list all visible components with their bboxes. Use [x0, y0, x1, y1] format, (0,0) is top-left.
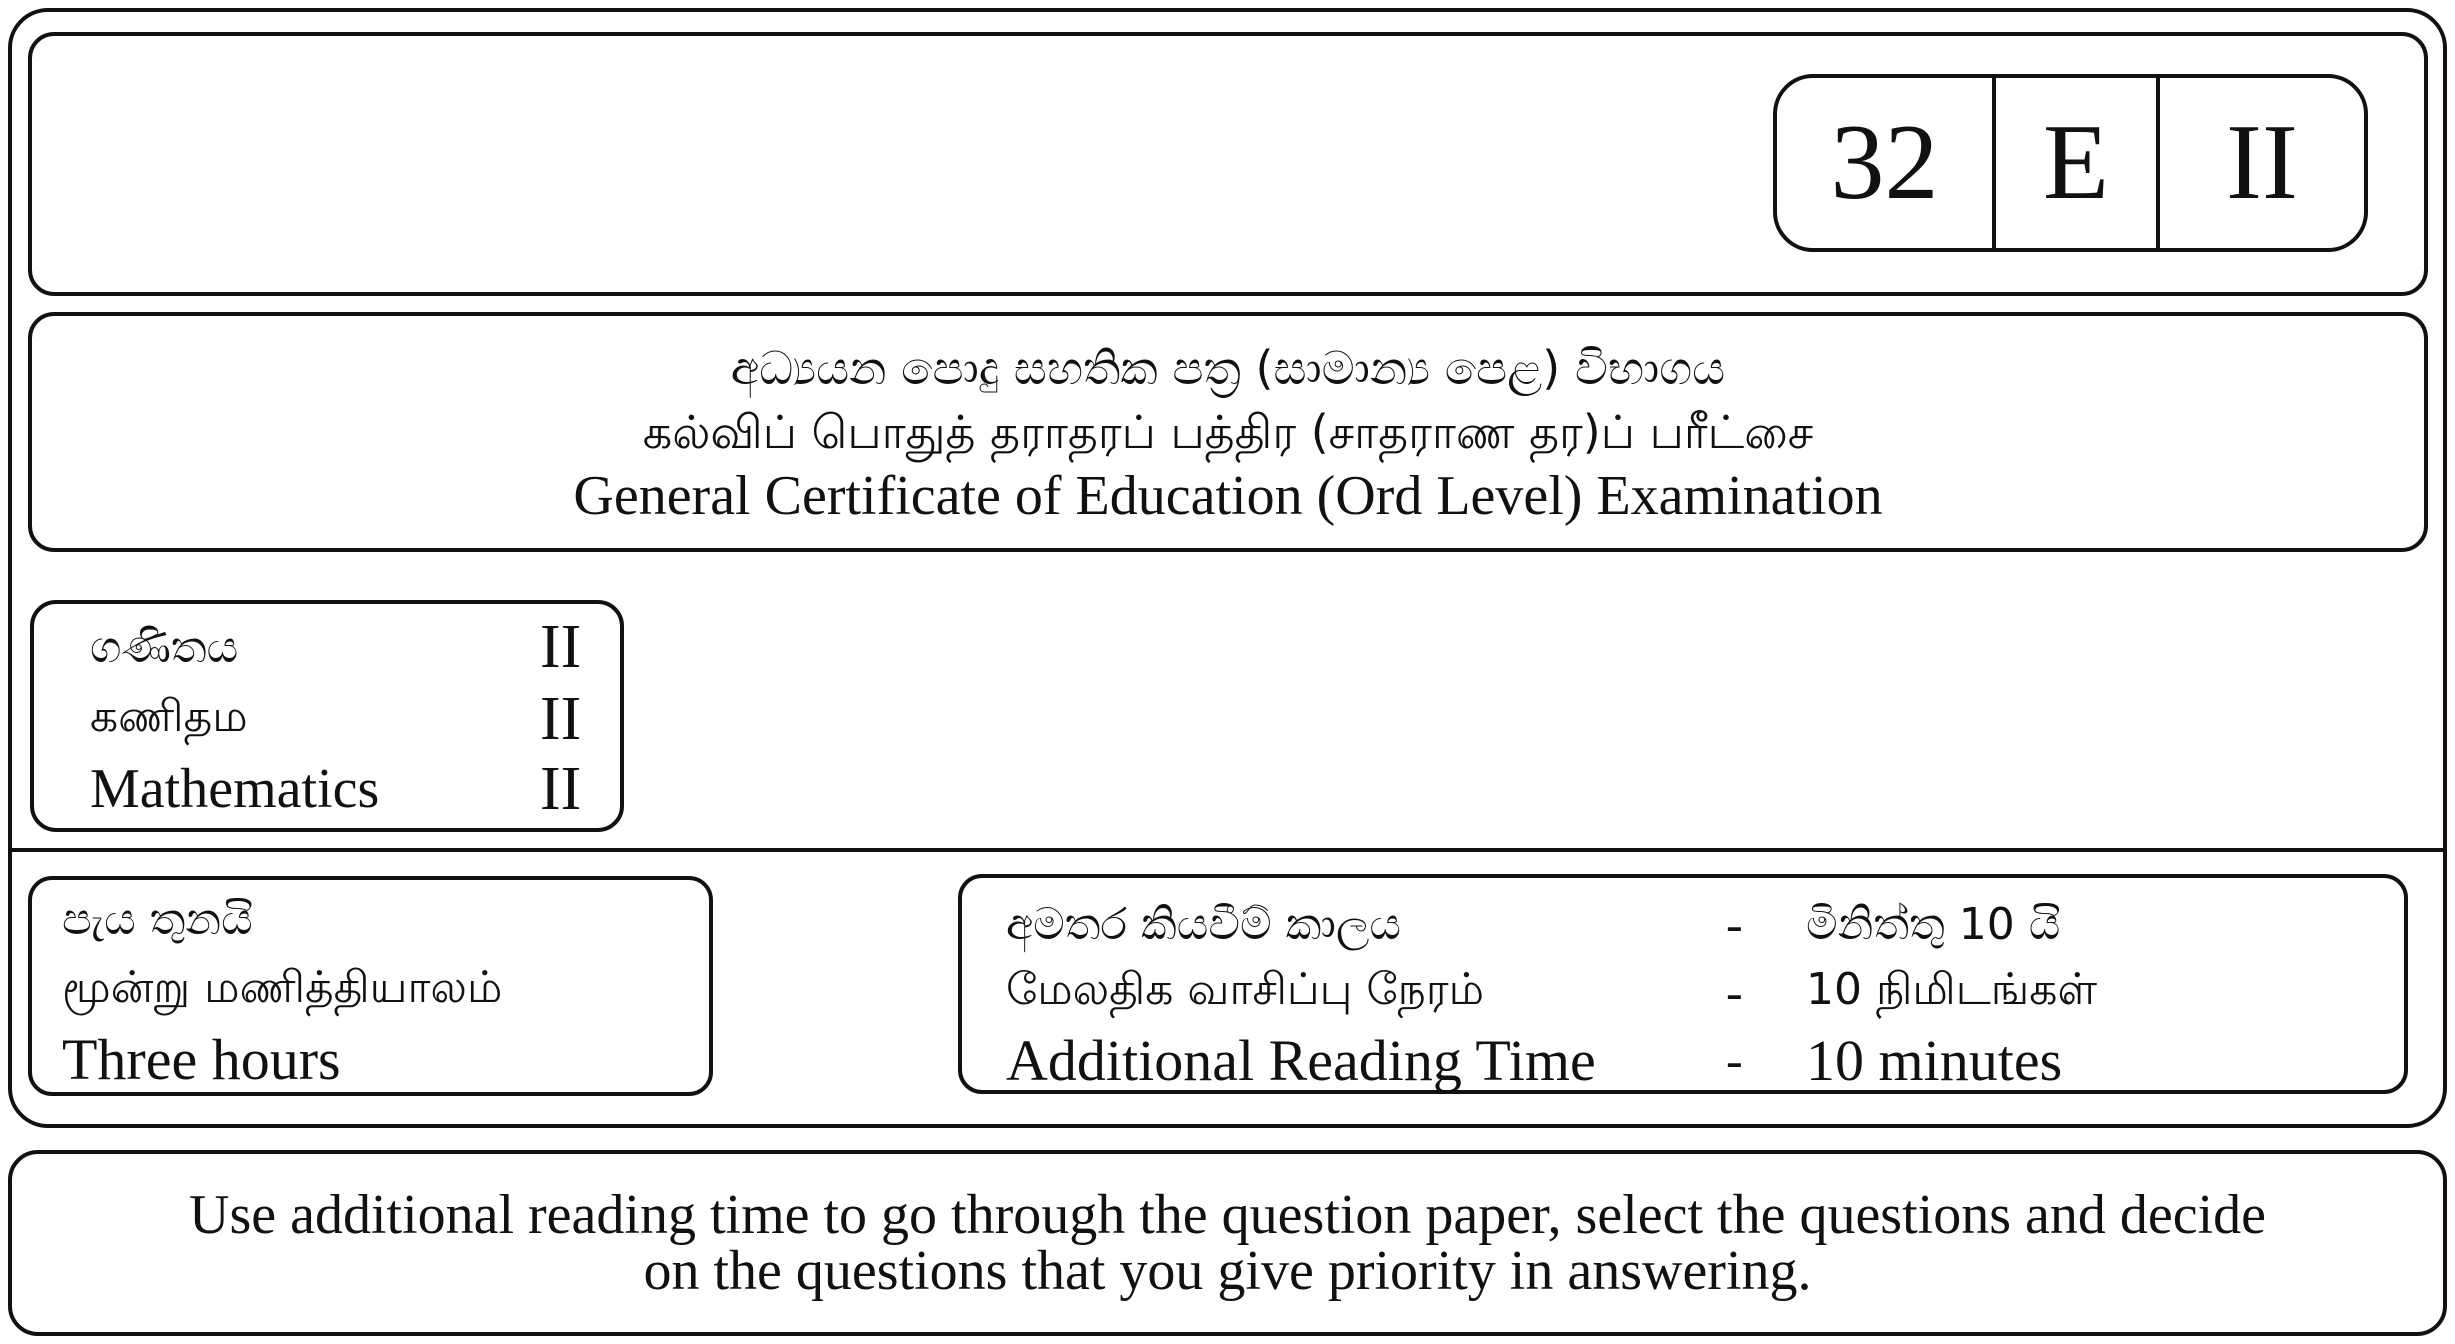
subject-box — [30, 600, 624, 832]
subject-paper-tamil: II — [540, 684, 582, 753]
exam-title-panel — [28, 312, 2428, 552]
duration-box — [28, 876, 713, 1096]
duration-tamil: மூன்று மணித்தியாலம் — [62, 962, 503, 1013]
paper-code-box — [1773, 74, 2368, 252]
instruction-line-1: Use additional reading time to go through the question paper, select the questions and decide — [189, 1184, 2266, 1246]
paper-code-medium: E — [1996, 78, 2160, 248]
subject-name-sinhala: ගණිතය — [90, 621, 239, 673]
reading-time-label-tamil: மேலதிக வாசிப்பு நேரம் — [1006, 963, 1484, 1015]
reading-time-dash: - — [1726, 896, 1743, 952]
reading-time-value-tamil: 10 நிமிடங்கள் — [1806, 963, 2098, 1015]
exam-title-tamil: கல்விப் பொதுத் தராதரப் பத்திர (சாதராண தர)ப் பரீட்சை — [642, 405, 1814, 459]
paper-code-number: 32 — [1777, 78, 1996, 248]
reading-time-row-sinhala — [1006, 892, 2386, 956]
subject-name-tamil: கணிதம — [90, 690, 248, 742]
instruction-box — [8, 1150, 2447, 1336]
subject-row-english — [90, 754, 600, 824]
reading-time-value-english: 10 minutes — [1806, 1027, 2063, 1093]
reading-time-label-sinhala: අමතර කියවීම් කාලය — [1006, 898, 1402, 950]
duration-sinhala: පැය තුනයි — [62, 894, 253, 945]
reading-time-label-english: Additional Reading Time — [1006, 1027, 1596, 1093]
reading-time-row-tamil — [1006, 960, 2386, 1024]
exam-title-english: General Certificate of Education (Ord Level) Examination — [573, 465, 1883, 527]
reading-time-dash: - — [1726, 1032, 1743, 1088]
exam-title-sinhala: අධ්‍යයන පොදු සහතික පත්‍ර (සාමාන්‍ය පෙළ) විභාගය — [730, 341, 1726, 395]
reading-time-box — [958, 874, 2408, 1094]
subject-row-tamil — [90, 684, 600, 754]
subject-row-sinhala — [90, 612, 600, 682]
duration-english: Three hours — [62, 1027, 341, 1092]
subject-paper-sinhala: II — [540, 612, 582, 681]
reading-time-value-sinhala: මිනිත්තු 10 යි — [1806, 898, 2061, 950]
instruction-line-2: on the questions that you give priority in answering. — [643, 1240, 1812, 1302]
subject-paper-english: II — [540, 754, 582, 823]
reading-time-dash: - — [1726, 964, 1743, 1020]
reading-time-row-english — [1006, 1028, 2386, 1092]
paper-code-paper: II — [2226, 103, 2298, 222]
section-divider — [8, 848, 2447, 852]
subject-name-english: Mathematics — [90, 758, 380, 820]
